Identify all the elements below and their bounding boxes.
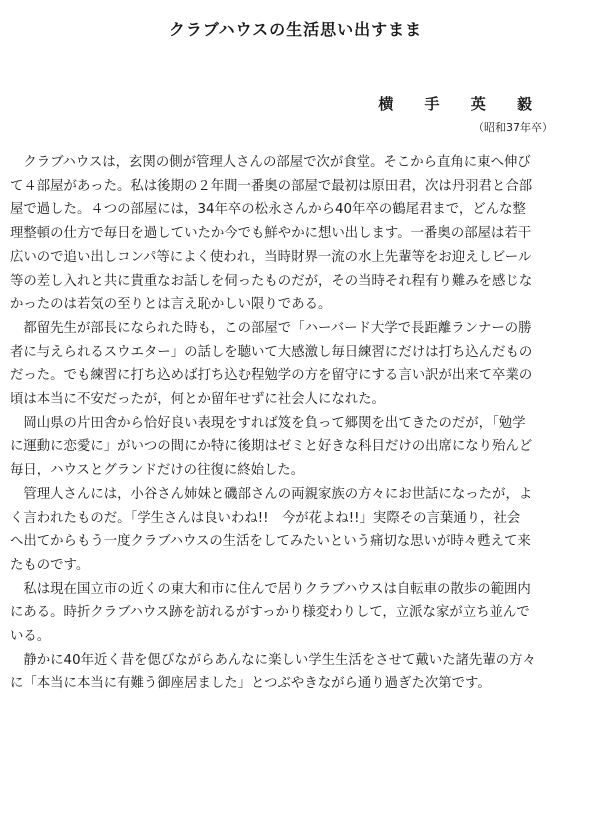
text-line: 毎日，ハウスとグランドだけの往復に終始した。 [10, 463, 305, 479]
text-line: たものです。 [10, 557, 90, 573]
text-line: 理整頓の仕方で毎日を過していたか今でも鮮やかに想い出します。一番奥の部屋は若干 [10, 226, 532, 242]
text-line: 岡山県の片田舎から恰好良い表現をすれば笈を負って郷関を出てきたのだが，「勉学 [10, 415, 526, 431]
text-line: に運動に恋愛に」がいつの間にか特に後期はゼミと好きな科目だけの出席になり殆んど [10, 439, 533, 455]
paragraph [10, 317, 583, 412]
paragraph [10, 483, 583, 578]
text-line: 私は現在国立市の近くの東大和市に住んで居りクラブハウスは自転車の散歩の範囲内 [10, 581, 531, 597]
paragraph [10, 412, 583, 483]
text-line: 等の差し入れと共に貴重なお話しを伺ったものだが，その当時それ程有り難みを感じな [10, 273, 533, 289]
text-line: に「本当に本当に有難う御座居ました」とつぶやきながら通り過ぎた次第です。 [10, 676, 491, 692]
text-line: 広いので追い出しコンパ等によく使われ，当時財界一流の水上先輩等をお迎えしビール [10, 249, 532, 265]
paragraph [10, 578, 583, 649]
text-line: 都留先生が部長になられた時も，この部屋で「ハーバード大学で長距離ランナーの勝 [10, 320, 532, 336]
text-line: いる。 [10, 629, 51, 645]
text-line: へ出てからもう一度クラブハウスの生活をしてみたいという痛切な思いが時々甦えて来 [10, 534, 531, 550]
text-line: にある。時折クラブハウス跡を訪れるがすっかり様変わりして，立派な家が立ち並んで [10, 605, 530, 621]
author-name: 横 手 英 毅 [378, 95, 545, 113]
text-line: 者に与えられるスウエター」の話しを聴いて大感激し毎日練習にだけは打ち込んだもの [10, 344, 533, 360]
text-line: 屋で過した。４つの部屋には，34年卒の松永さんから40年卒の鶴尾君まで，どんな整 [10, 202, 526, 218]
text-line: 管理人さんには，小谷さん姉妹と磯部さんの両親家族の方々にお世話になったが，よ [10, 486, 533, 502]
text-line: かったのは若気の至りとは言え恥かしい限りである。 [10, 297, 332, 313]
graduation-year: （昭和37年卒） [473, 121, 553, 134]
essay-title: クラブハウスの生活思い出すまま [168, 20, 423, 39]
text-line: 頃は本当に不安だったが，何とか留年せずに社会人になれた。 [10, 392, 385, 408]
text-line: て４部屋があった。私は後期の２年間一番奥の部屋で最初は原田君，次は丹羽君と合部 [10, 178, 533, 194]
text-line: く言われたものだ。「学生さんは良いわね!! 今が花よね!!」実際その言葉通り，社会 [10, 510, 521, 526]
paragraph [10, 649, 583, 696]
text-line: 静かに40年近く昔を偲びながらあんなに楽しい学生生活をさせて戴いた諸先輩の方々 [10, 652, 536, 668]
text-line: だった。でも練習に打ち込めば打ち込む程勉学の方を留守にする言い訳が出来て卒業の [10, 368, 533, 384]
text-line: クラブハウスは，玄関の側が管理人さんの部屋で次が食堂。そこから直角に東へ伸び [10, 155, 531, 170]
essay-body [10, 151, 583, 696]
paragraph [10, 151, 583, 317]
